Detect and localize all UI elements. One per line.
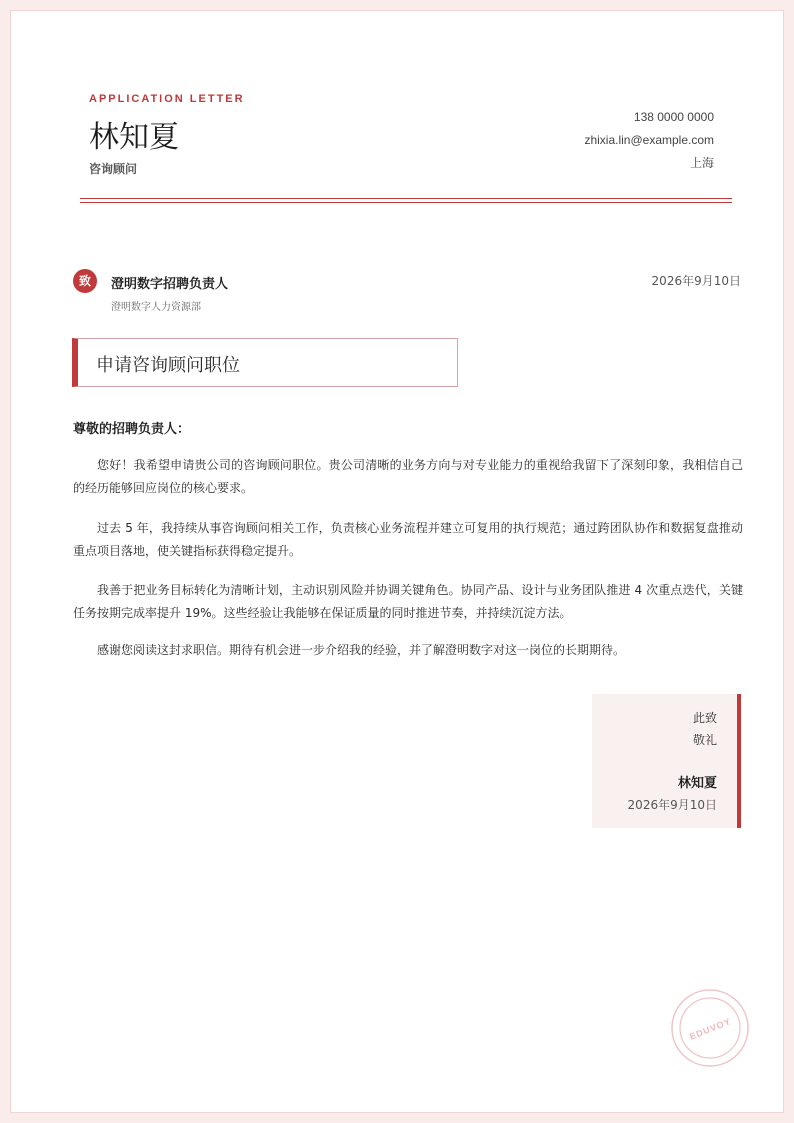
greeting: 尊敬的招聘负责人： [73, 422, 191, 437]
recipient-name: 澄明数字招聘负责人 [111, 277, 229, 292]
letter-kicker: APPLICATION LETTER [89, 93, 245, 105]
header-rule-top [80, 198, 732, 199]
applicant-role: 咨询顾问 [89, 162, 138, 176]
contact-email[interactable]: zhixia.lin@example.com [584, 133, 714, 147]
body-paragraph-2: 过去 5 年，我持续从事咨询顾问相关工作，负责核心业务流程并建立可复用的执行规范；通过跨团队协作和数据复盘推动重点项目落地，使关键指标获得稳定提升。 [73, 521, 743, 558]
body-paragraph-3: 我善于把业务目标转化为清晰计划，主动识别风险并协调关键角色。协同产品、设计与业务团队推进 4 次重点迭代，关键任务按期完成率提升 19%。这些经验让我能够在保证质量的同时推进节奏，并持续沉淀方法。 [73, 583, 743, 620]
letter-header [72, 90, 722, 200]
subject-text: 申请咨询顾问职位 [96, 355, 240, 376]
body-paragraph-4: 感谢您阅读这封求职信。期待有机会进一步介绍我的经验，并了解澄明数字对这一岗位的长期期待。 [97, 643, 626, 657]
header-rule-bottom [80, 202, 732, 203]
letter-date: 2026年9月10日 [651, 274, 741, 288]
subject-box [72, 338, 458, 387]
recipient-badge: 致 [73, 269, 97, 293]
signature-name: 林知夏 [677, 776, 717, 791]
closing-line-2: 敬礼 [692, 733, 717, 747]
body-paragraph-1: 您好！我希望申请贵公司的咨询顾问职位。贵公司清晰的业务方向与对专业能力的重视给我留下了深刻印象，我相信自己的经历能够回应岗位的核心要求。 [73, 458, 743, 495]
contact-block [584, 106, 714, 175]
recipient-block [73, 268, 743, 318]
stamp-watermark [670, 988, 750, 1068]
applicant-name: 林知夏 [89, 120, 179, 155]
stamp-text: EDUVOY [688, 1016, 733, 1042]
closing-box [592, 694, 741, 828]
recipient-department: 澄明数字人力资源部 [111, 302, 201, 313]
signature-date: 2026年9月10日 [627, 798, 717, 812]
contact-city: 上海 [689, 156, 714, 170]
closing-line-1: 此致 [692, 711, 717, 725]
stamp-icon [670, 988, 750, 1068]
contact-phone: 138 0000 0000 [633, 110, 714, 124]
